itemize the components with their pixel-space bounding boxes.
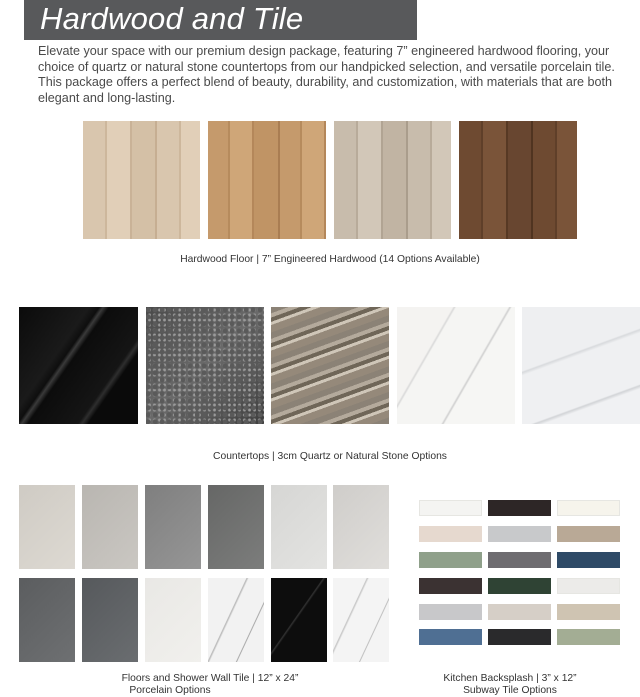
floor-tile-swatch <box>145 485 201 569</box>
floor-tile-swatch <box>333 485 389 569</box>
backsplash-tile-swatch <box>419 526 482 542</box>
backsplash-tile-swatch <box>419 578 482 594</box>
backsplash-tile-swatch <box>488 526 551 542</box>
backsplash-tile-swatch <box>419 629 482 645</box>
backsplash-caption-line1: Kitchen Backsplash | 3” x 12” <box>443 673 577 684</box>
backsplash-tile-swatch <box>557 552 620 568</box>
floor-tile-swatch <box>145 578 201 662</box>
floor-tile-swatch <box>208 485 264 569</box>
floor-tile-swatch <box>82 578 138 662</box>
floor-tile-swatch <box>333 578 389 662</box>
backsplash-tile-swatch <box>419 604 482 620</box>
backsplash-caption-line2: Subway Tile Options <box>463 685 557 696</box>
backsplash-tile-swatch <box>557 629 620 645</box>
floor-tile-caption-line2: Porcelain Options <box>129 685 211 696</box>
hardwood-caption: Hardwood Floor | 7” Engineered Hardwood (14 Options Available) <box>180 254 480 265</box>
countertop-swatch-white-calacatta <box>397 307 515 424</box>
backsplash-tile-swatch <box>488 500 551 516</box>
floor-tile-swatch <box>19 485 75 569</box>
backsplash-tile-swatch <box>419 552 482 568</box>
floor-tile-swatch <box>271 485 327 569</box>
backsplash-tile-swatch <box>419 500 482 516</box>
countertop-swatch-black-marble <box>19 307 138 424</box>
hardwood-swatch-walnut <box>459 121 577 239</box>
floor-tile-caption-line1: Floors and Shower Wall Tile | 12” x 24” <box>121 673 299 684</box>
hardwood-swatch-greige-oak <box>334 121 451 239</box>
backsplash-tile-swatch <box>488 629 551 645</box>
floor-tile-swatch <box>82 485 138 569</box>
backsplash-tile-swatch <box>557 604 620 620</box>
countertops-caption: Countertops | 3cm Quartz or Natural Stone Options <box>213 451 447 462</box>
hardwood-swatch-honey-oak <box>208 121 326 239</box>
title-banner <box>24 0 417 40</box>
backsplash-tile-swatch <box>488 552 551 568</box>
countertop-swatch-white-carrara <box>522 307 640 424</box>
floor-tile-swatch <box>271 578 327 662</box>
backsplash-tile-swatch <box>557 500 620 516</box>
backsplash-tile-swatch <box>488 604 551 620</box>
page-title: Hardwood and Tile <box>40 1 304 36</box>
intro-paragraph: Elevate your space with our premium design package, featuring 7” engineered hardwood flooring, your choice of quartz or natural stone countertops from our handpicked selection, and versatile porcelain tile. This package offers a perfect blend of beauty, durability, and customization, with materials that are both elegant and long-lasting. <box>38 44 615 105</box>
countertop-swatch-grey-granite <box>146 307 264 424</box>
countertop-swatch-brown-quartzite <box>271 307 389 424</box>
floor-tile-swatch <box>19 578 75 662</box>
backsplash-tile-swatch <box>488 578 551 594</box>
backsplash-tile-swatch <box>557 526 620 542</box>
hardwood-swatch-light-natural <box>83 121 200 239</box>
floor-tile-swatch <box>208 578 264 662</box>
backsplash-tile-swatch <box>557 578 620 594</box>
